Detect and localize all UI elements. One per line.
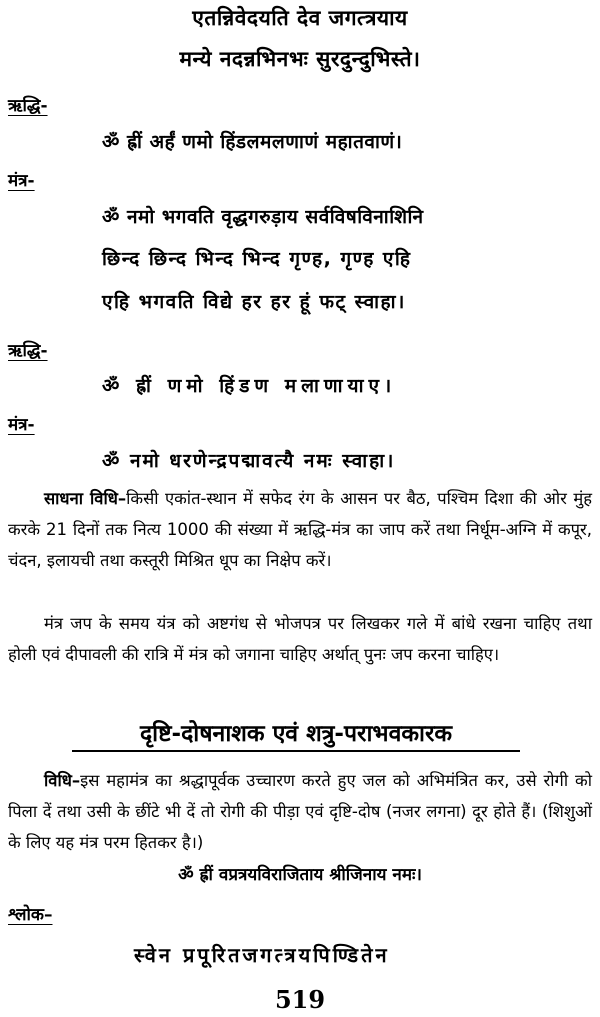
mantra-label-2: मंत्र- bbox=[8, 415, 35, 435]
riddhi-mantra-1: ॐ ह्रीं अर्हं णमो हिंडलमलणाणं महातवाणं। bbox=[102, 131, 403, 153]
riddhi-label-1: ऋद्धि- bbox=[8, 96, 48, 116]
sadhana-paragraph-2: मंत्र जप के समय यंत्र को अष्टगंध से भोजपत्र पर लिखकर गले में बांधे रखना चाहिए तथा होली एवं दीपावली की रात्रि में मंत्र को जगाना चाहिए अर्थात् पुनः जप करना चाहिए। bbox=[8, 614, 592, 664]
verse-line-1: एतन्निवेदयति देव जगत्त्रयाय bbox=[192, 6, 408, 30]
sadhana-label: साधना विधि– bbox=[44, 489, 127, 508]
section-heading: दृष्टि-दोषनाशक एवं शत्रु-पराभवकारक bbox=[72, 716, 520, 752]
sadhana-text: किसी एकांत-स्थान में सफेद रंग के आसन पर बैठ, पश्चिम दिशा की ओर मुंह करके 21 दिनों तक नित्य 1000 की संख्या में ऋद्धि-मंत्र का जाप करें तथा निर्धूम-अग्नि में कपूर, चंदन, इलायची तथा कस्तूरी मिश्रित धूप का निक्षेप करें। bbox=[8, 489, 592, 570]
shloka-line-1: स्वेन प्रपूरितजगत्त्रयपिण्डितेन bbox=[134, 943, 390, 967]
sadhana-paragraph bbox=[8, 483, 592, 576]
shloka-label: श्लोक– bbox=[8, 905, 53, 925]
vidhi-label: विधि– bbox=[44, 771, 81, 790]
mantra-label-1: मंत्र- bbox=[8, 171, 35, 191]
mantra-1-line-3: एहि भगवति विद्ये हर हर हूं फट् स्वाहा। bbox=[102, 291, 406, 313]
vidhi-text: इस महामंत्र का श्रद्धापूर्वक उच्चारण करते हुए जल को अभिमंत्रित कर, उसे रोगी को पिला दें तथा उसी के छींटे भी दें तो रोगी की पीड़ा एवं दृष्टि-दोष (नजर लगना) दूर होते हैं। (शिशुओं के लिए यह मंत्र परम हितकर है।) bbox=[8, 771, 592, 852]
verse-line-2: मन्ये नदन्नभिनभः सुरदुन्दुभिस्ते। bbox=[179, 47, 421, 71]
mantra-2-line-1: ॐ नमो धरणेन्द्रपद्मावत्यै नमः स्वाहा। bbox=[102, 450, 396, 472]
mantra-1-line-1: ॐ नमो भगवति वृद्धगरुड़ाय सर्वविषविनाशिनि bbox=[102, 206, 424, 228]
page-number: 519 bbox=[274, 985, 326, 1014]
mantra-1-line-2: छिन्द छिन्द भिन्द भिन्द गृण्ह, गृण्ह एहि bbox=[102, 248, 412, 270]
vidhi-mantra: ॐ ह्रीं वप्रत्रयविराजिताय श्रीजिनाय नमः। bbox=[178, 865, 422, 885]
vidhi-paragraph bbox=[8, 765, 592, 858]
riddhi-label-2: ऋद्धि- bbox=[8, 341, 48, 361]
riddhi-mantra-2: ॐ ह्रीं णमो हिंडण मलाणायाए। bbox=[102, 375, 397, 397]
